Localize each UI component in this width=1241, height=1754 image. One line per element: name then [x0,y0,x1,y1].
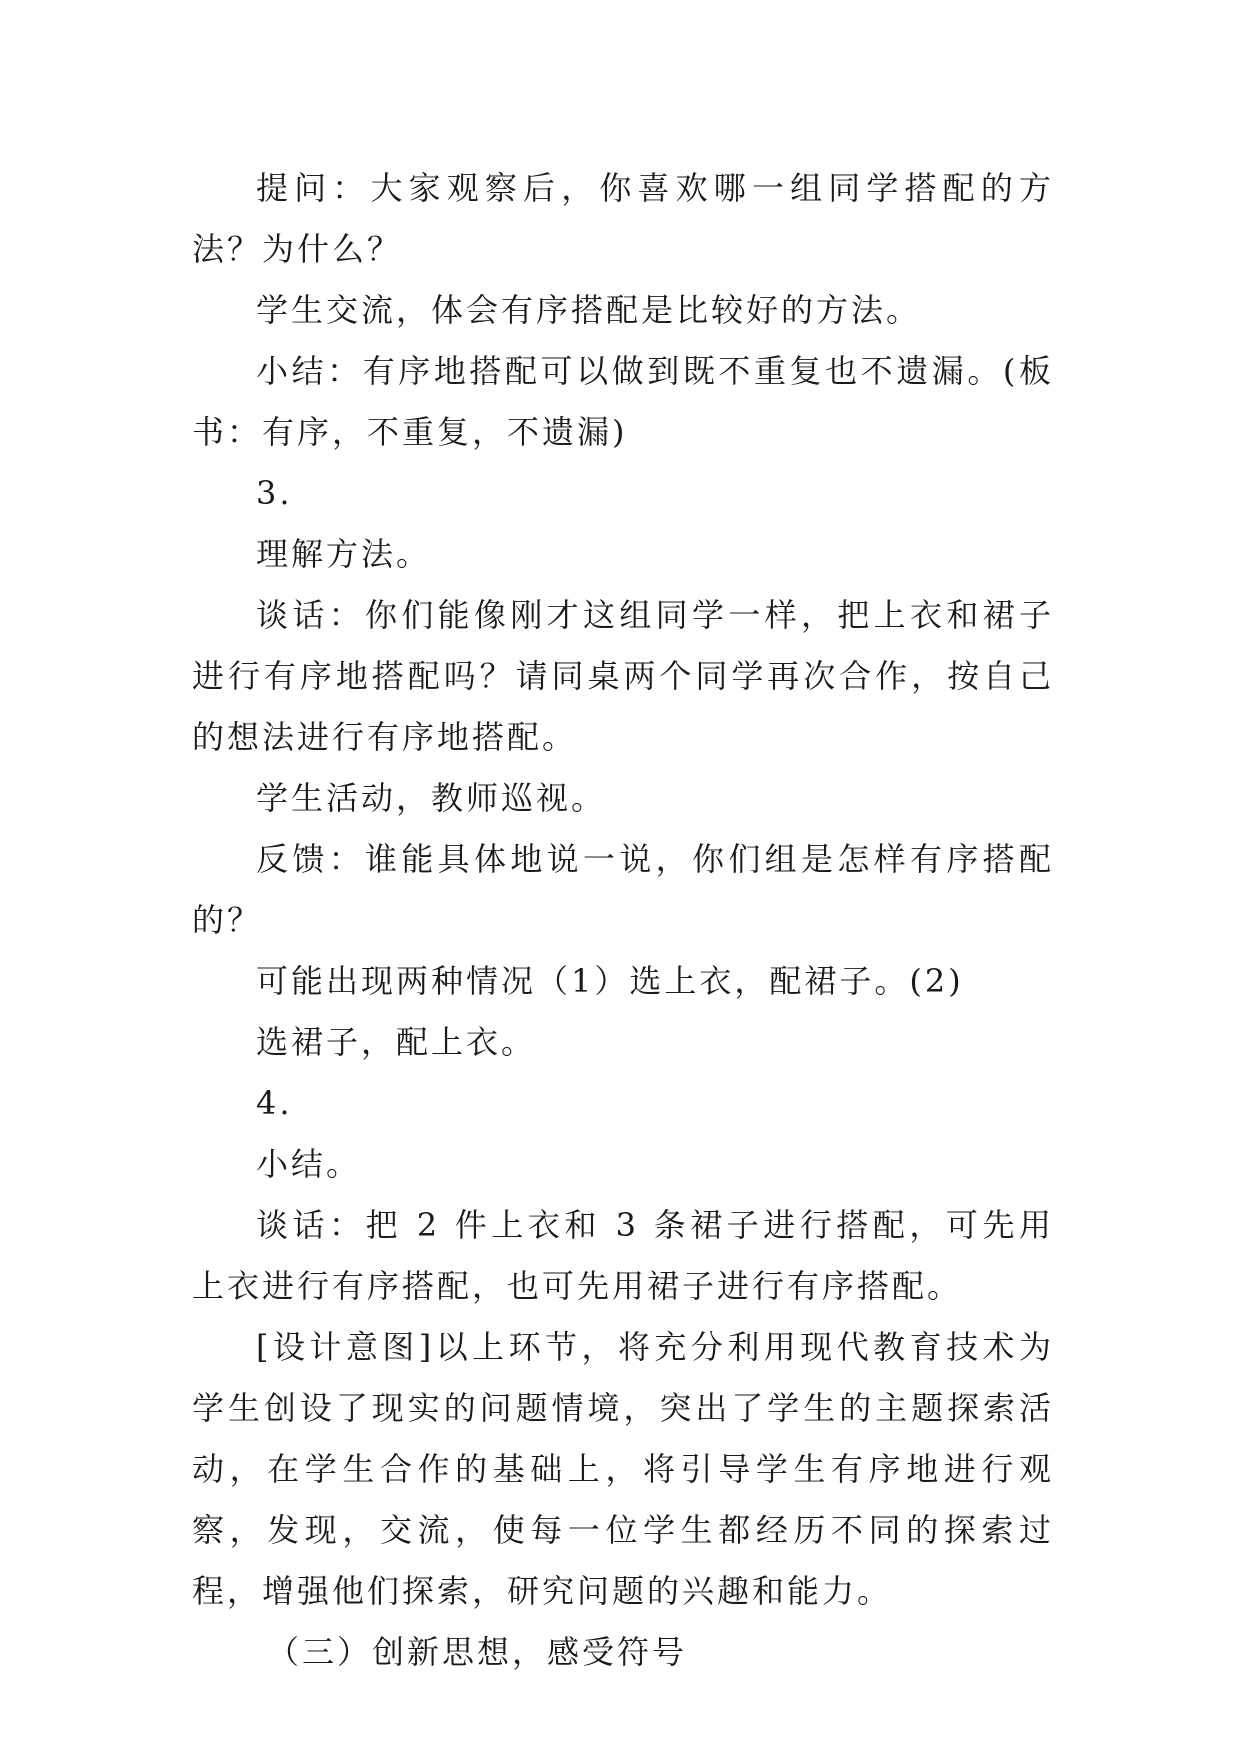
paragraph-talk-1: 谈话：你们能像刚才这组同学一样，把上衣和裙子进行有序地搭配吗？请同桌两个同学再次合作，按自己的想法进行有序地搭配。 [192,596,1054,756]
section-heading: （三）创新思想，感受符号 [267,1633,688,1671]
paragraph-feedback: 反馈：谁能具体地说一说，你们组是怎样有序搭配的？ [192,840,1054,939]
paragraph-student-exchange: 学生交流，体会有序搭配是比较好的方法。 [256,291,922,329]
paragraph-two-cases: 可能出现两种情况（1）选上衣，配裙子。(2) [256,962,964,1000]
paragraph-summary: 小结：有序地搭配可以做到既不重复也不遗漏。(板书：有序，不重复，不遗漏) [192,352,1054,451]
paragraph-question: 提问：大家观察后，你喜欢哪一组同学搭配的方法？为什么？ [192,169,1054,268]
paragraph-design-intent: [设计意图]以上环节，将充分利用现代教育技术为学生创设了现实的问题情境，突出了学生的主题探索活动，在学生合作的基础上，将引导学生有序地进行观察，发现，交流，使每一位学生都经历不同的探索过程，增强他们探索，研究问题的兴趣和能力。 [192,1328,1054,1610]
paragraph-step-4: 4. [256,1084,293,1122]
paragraph-understand-method: 理解方法。 [256,535,432,573]
document-body [192,158,1054,1683]
paragraph-summary-short: 小结。 [256,1145,362,1183]
paragraph-student-activity: 学生活动，教师巡视。 [256,779,607,817]
paragraph-case-2: 选裙子，配上衣。 [256,1023,537,1061]
paragraph-talk-2: 谈话：把 2 件上衣和 3 条裙子进行搭配，可先用上衣进行有序搭配，也可先用裙子进行有序搭配。 [192,1206,1054,1305]
paragraph-step-3: 3. [256,474,293,512]
